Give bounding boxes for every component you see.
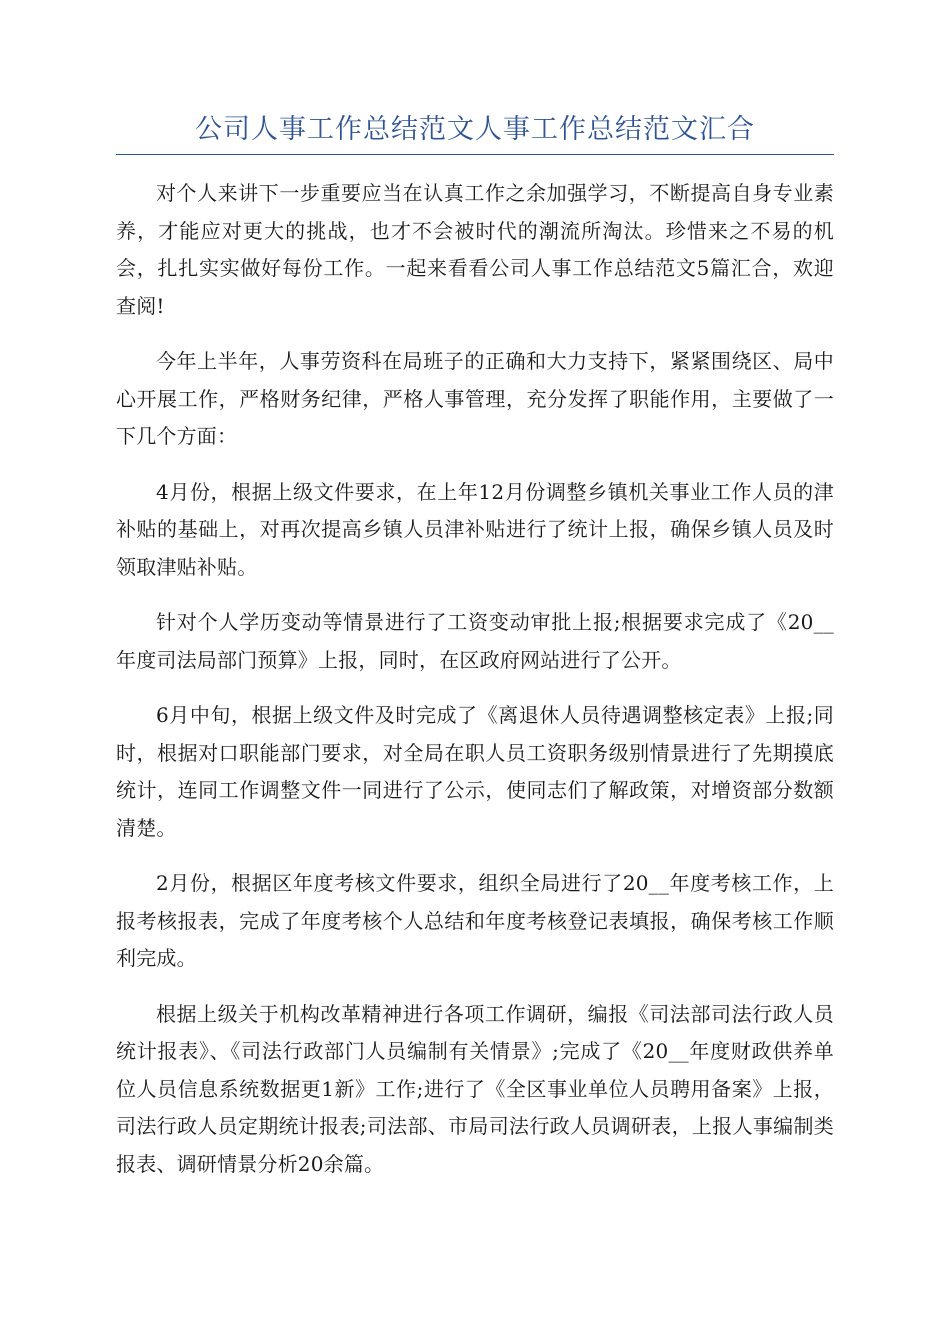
paragraph-intro: 对个人来讲下一步重要应当在认真工作之余加强学习，不断提高自身专业素养，才能应对更大的挑战，也才不会被时代的潮流所淘汰。珍惜来之不易的机会，扎扎实实做好每份工作。一起来看看公司人事工作总结范文5篇汇合，欢迎查阅! [116,181,834,318]
paragraph-june: 6月中旬，根据上级文件及时完成了《离退休人员待遇调整核定表》上报;同时，根据对口职能部门要求，对全局在职人员工资职务级别情景进行了先期摸底统计，连同工作调整文件一同进行了公示，使同志们了解政策，对增资部分数额清楚。 [116,703,834,840]
paragraph-overview: 今年上半年，人事劳资科在局班子的正确和大力支持下，紧紧围绕区、局中心开展工作，严格财务纪律，严格人事管理，充分发挥了职能作用，主要做了一下几个方面： [116,349,834,448]
title-block [116,112,834,155]
document-title: 公司人事工作总结范文人事工作总结范文汇合 [195,114,755,145]
document-page [116,112,834,1201]
document-body [116,175,834,1183]
paragraph-february: 2月份，根据区年度考核文件要求，组织全局进行了20__年度考核工作，上报考核报表，完成了年度考核个人总结和年度考核登记表填报，确保考核工作顺利完成。 [116,871,834,970]
paragraph-research: 根据上级关于机构改革精神进行各项工作调研，编报《司法部司法行政人员统计报表》、《司法行政部门人员编制有关情景》;完成了《20__年度财政供养单位人员信息系统数据更1新》工作;进行了《全区事业单位人员聘用备案》上报，司法行政人员定期统计报表;司法部、市局司法行政人员调研表，上报人事编制类报表、调研情景分析20余篇。 [116,1001,834,1176]
paragraph-april: 4月份，根据上级文件要求，在上年12月份调整乡镇机关事业工作人员的津补贴的基础上，对再次提高乡镇人员津补贴进行了统计上报，确保乡镇人员及时领取津贴补贴。 [116,479,834,579]
paragraph-budget: 针对个人学历变动等情景进行了工资变动审批上报;根据要求完成了《20__年度司法局部门预算》上报，同时，在区政府网站进行了公开。 [116,610,834,672]
